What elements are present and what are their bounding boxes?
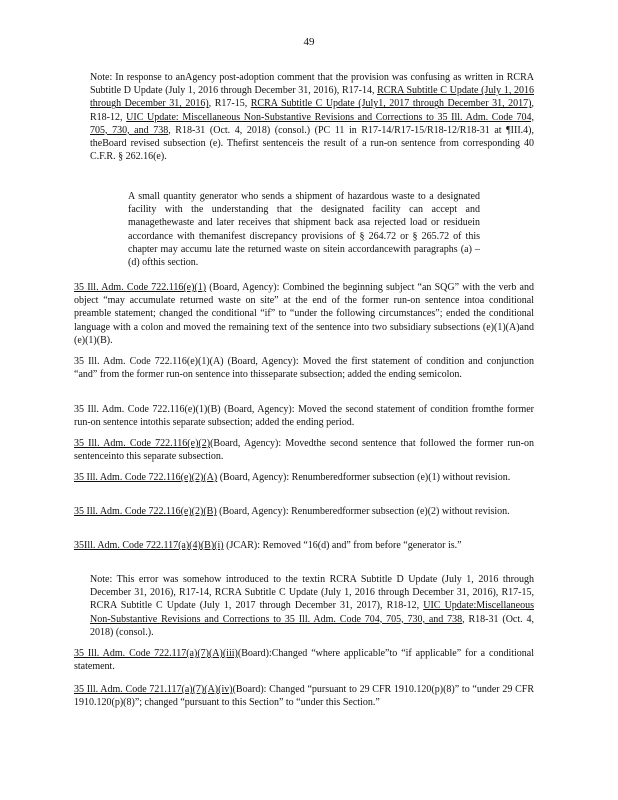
amendment-entry <box>74 437 534 463</box>
page-number: 49 <box>303 36 315 48</box>
citation-link[interactable]: 35 Ill. Adm. Code 722.116(e)(1) <box>74 282 207 293</box>
note-text: , R17-15, <box>208 98 251 110</box>
citation-text: 35 Ill. Adm. Code 722.116(e)(1)(B) <box>74 404 221 415</box>
note-paragraph <box>90 573 534 639</box>
entry-text: (Board, Agency): Combined the beginning subject “an SQG” with the verb and object “may accumulate returned waste on site” at the end of the former run-on sentence intoa conditional preamble statement; changed the conditional “if” to “under the following circumstances”; ended the conditional language with a colon and moved the remaining text of the sentence into two subsidiary subsections (e)(1)(A)and (e)(1)(B). <box>74 282 534 346</box>
note-paragraph <box>90 71 534 163</box>
amendment-entry <box>74 471 534 484</box>
citation-link[interactable]: 35 Ill. Adm. Code 722.116(e)(2) <box>74 438 211 449</box>
citation-text: 35 Ill. Adm. Code 722.116(e)(1)(A) <box>74 356 224 367</box>
entry-text: (Board, Agency): Movedthe second sentence that followed the former run-on sentenceinto this separate subsection. <box>74 438 534 463</box>
note-text: , R18-12, <box>90 98 534 123</box>
citation-link[interactable]: 35 Ill. Adm. Code 722.117(a)(7)(A)(iii) <box>74 648 238 659</box>
amendment-entry <box>74 647 534 673</box>
entry-text: (Board, Agency): Moved the second statement of condition fromthe former run-on sentence intothis separate subsection; added the ending period. <box>74 404 534 429</box>
citation-link[interactable]: UIC Update:Miscellaneous Non-Substantive Revisions and Corrections to 35 Ill. Adm. Code 704, 705, 730, and 738 <box>90 600 534 625</box>
amendment-entry <box>74 505 534 518</box>
block-quote: A small quantity generator who sends a shipment of hazardous waste to a designated facility with the understanding that the designated facility can accept and managethewaste and later receives that shipment back asa rejected load or residuein accordance with themanifest discrepancy provisions of § 264.72 or § 265.72 of this chapter may accumu late the returned waste on sitein accordancewith paragraphs (a) –(d) ofthis section. <box>128 191 480 269</box>
citation-link[interactable]: 35 Ill. Adm. Code 722.116(e)(2)(B) <box>74 506 217 517</box>
entry-text: (Board): Changed “pursuant to 29 CFR 1910.120(p)(8)” to “under 29 CFR 1910.120(p)(8)”; changed “pursuant to this Section” to “under this Section.” <box>74 684 534 709</box>
amendment-entry <box>74 539 534 552</box>
note-text: Note: In response to anAgency post-adoption comment that the provision was confusing as written in RCRA Subtitle D Update (July 1, 2016 through December 31, 2016), R17-14, <box>90 72 534 97</box>
citation-link[interactable]: UIC Update: Miscellaneous Non-Substantive Revisions and Corrections to 35 Ill. Adm. Code 704, 705, 730, and 738 <box>90 111 535 136</box>
entry-text: (Board, Agency): Renumberedformer subsection (e)(1) without revision. <box>217 472 511 483</box>
citation-link[interactable]: RCRA Subtitle C Update (July 1, 2016 through December 31, 2016) <box>90 85 534 110</box>
entry-text: (Board):Changed “where applicable”to “if applicable” for a conditional statement. <box>74 648 534 673</box>
amendment-entry <box>74 355 534 381</box>
amendment-entry <box>74 403 534 429</box>
note-text: Note: This error was somehow introduced to the textin RCRA Subtitle D Update (July 1, 2016 through December 31, 2016), R17-14, RCRA Subtitle C Update (July 1, 2016 through December 31, 2016), R17-15, RCRA Subtitle C Update (July 1, 2017 through December 31, 2017), R18-12, <box>90 574 534 612</box>
citation-link[interactable]: 35Ill. Adm. Code 722.117(a)(4)(B)(i) <box>74 540 224 551</box>
entry-text: (Board, Agency): Renumberedformer subsection (e)(2) without revision. <box>216 506 510 517</box>
citation-link[interactable]: 35 Ill. Adm. Code 722.116(e)(2)(A) <box>74 472 218 483</box>
amendment-entry <box>74 281 534 347</box>
citation-link[interactable]: RCRA Subtitle C Update (July1, 2017 through December 31, 2017) <box>250 98 532 110</box>
entry-text: (Board, Agency): Moved the first statement of condition and conjunction “and” from the former run-on sentence into thisseparate subsection; added the ending semicolon. <box>74 356 535 381</box>
entry-text: (JCAR): Removed “16(d) and” from before “generator is.” <box>223 540 462 551</box>
note-text: , R18-31 (Oct. 4, 2018) (consol.). <box>90 613 534 638</box>
citation-link[interactable]: 35 Ill. Adm. Code 721.117(a)(7)(A)(iv) <box>74 684 233 695</box>
amendment-entry <box>74 683 534 709</box>
note-text: , R18-31 (Oct. 4, 2018) (consol.) (PC 11 in R17-14/R17-15/R18-12/R18-31 at ¶III.4), theBoard revised subsection (e). Thefirst sentenceis the result of a run-on sentence from corresponding 40 C.F.R. § 262.16(e). <box>90 124 534 163</box>
